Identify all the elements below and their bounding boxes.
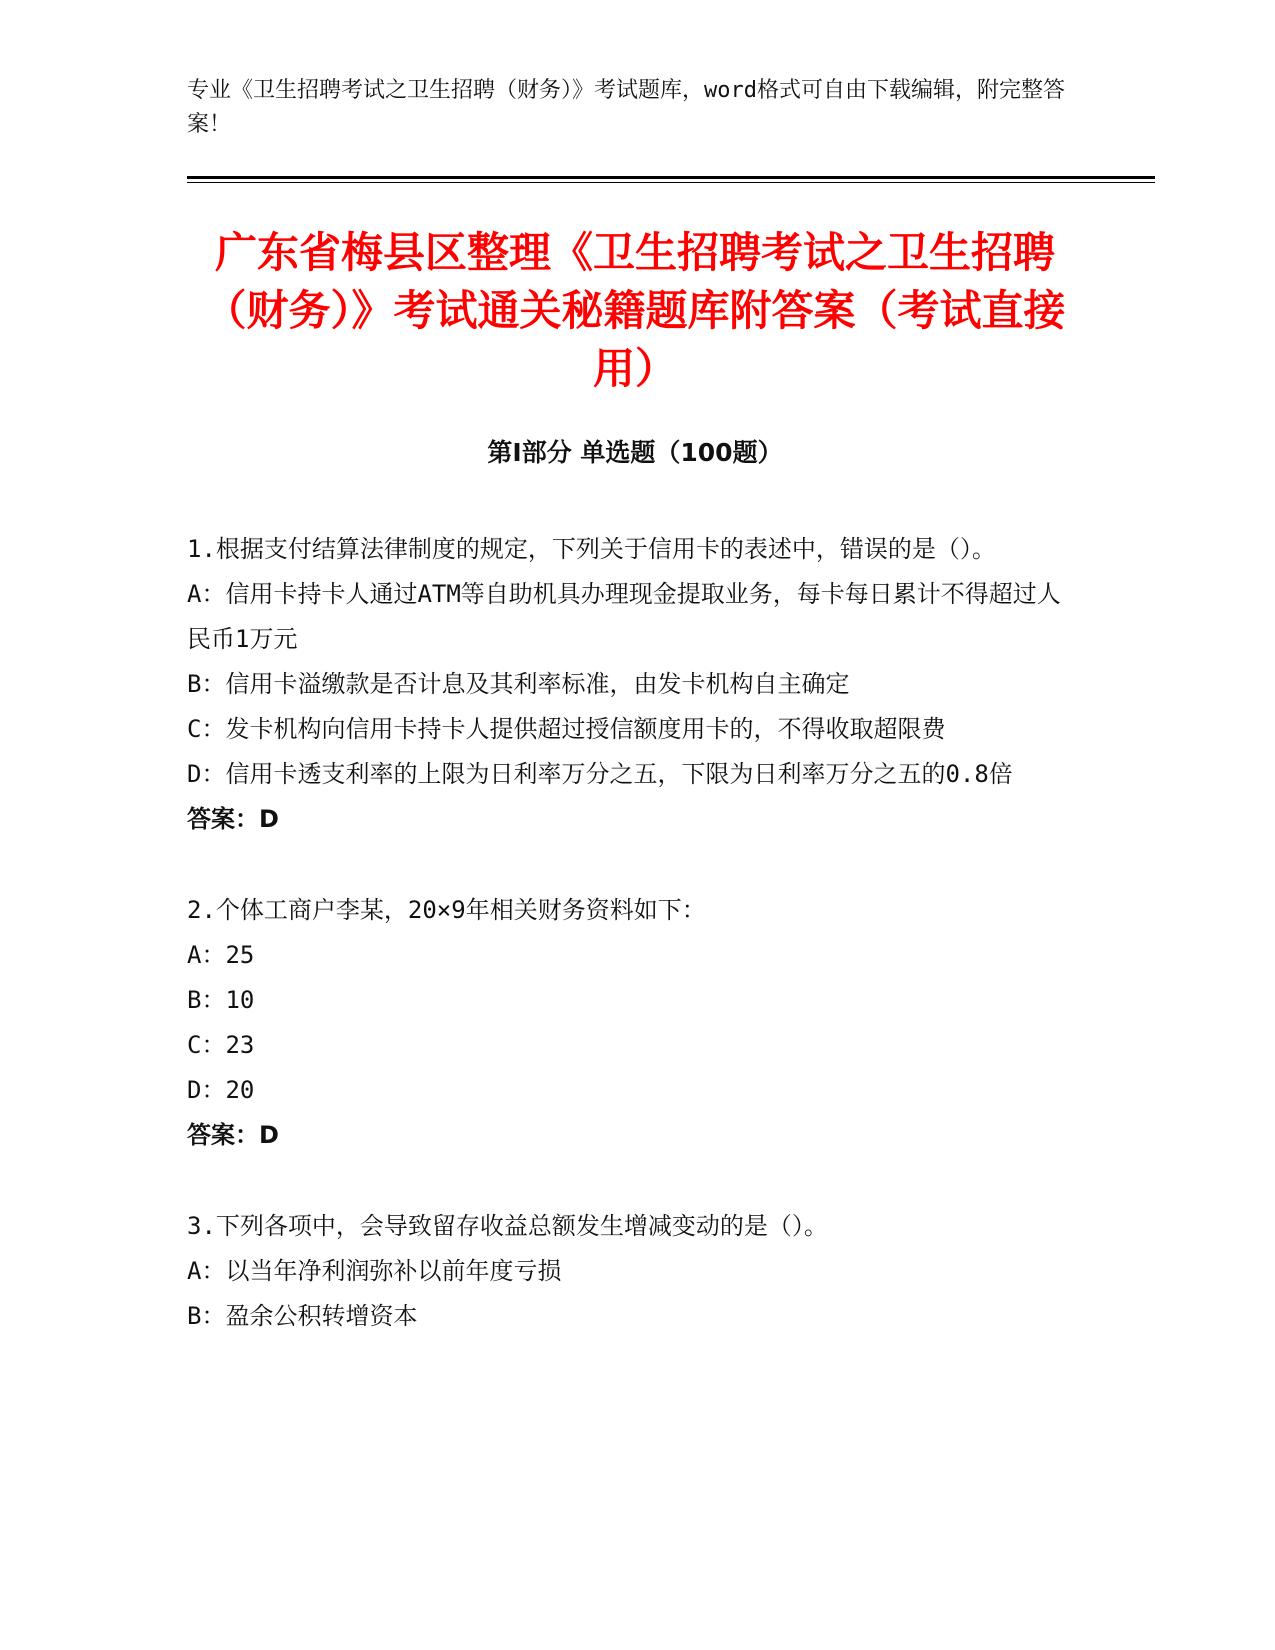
option-a: A：信用卡持卡人通过ATM等自助机具办理现金提取业务，每卡每日累计不得超过人民币1万元 bbox=[187, 580, 1061, 653]
option-d: D：信用卡透支利率的上限为日利率万分之五，下限为日利率万分之五的0.8倍 bbox=[187, 760, 1013, 788]
option-c: C：发卡机构向信用卡持卡人提供超过授信额度用卡的，不得收取超限费 bbox=[187, 715, 946, 743]
question-stem: 2.个体工商户李某，20×9年相关财务资料如下： bbox=[187, 896, 706, 924]
section-heading: 第I部分 单选题（100题） bbox=[487, 438, 783, 467]
header-note: 专业《卫生招聘考试之卫生招聘（财务）》考试题库，word格式可自由下载编辑，附完整答案！ bbox=[187, 78, 1065, 137]
question-2 bbox=[187, 888, 1077, 1158]
question-list bbox=[187, 527, 1077, 1385]
question-stem: 3.下列各项中，会导致留存收益总额发生增减变动的是（）。 bbox=[187, 1212, 828, 1240]
question-stem: 1.根据支付结算法律制度的规定，下列关于信用卡的表述中，错误的是（）。 bbox=[187, 535, 996, 563]
header-divider-thin bbox=[187, 182, 1155, 183]
answer-label: 答案：D bbox=[187, 1121, 279, 1149]
option-b: B：盈余公积转增资本 bbox=[187, 1302, 418, 1330]
option-b: B：10 bbox=[187, 986, 255, 1014]
option-a: A：以当年净利润弥补以前年度亏损 bbox=[187, 1257, 562, 1285]
option-d: D：20 bbox=[187, 1076, 255, 1104]
document-title: 广东省梅县区整理《卫生招聘考试之卫生招聘（财务）》考试通关秘籍题库附答案（考试直接用） bbox=[204, 228, 1066, 393]
question-1 bbox=[187, 527, 1077, 842]
question-3 bbox=[187, 1204, 1077, 1339]
header-divider-thick bbox=[187, 176, 1155, 179]
option-a: A：25 bbox=[187, 941, 255, 969]
option-c: C：23 bbox=[187, 1031, 255, 1059]
answer-label: 答案：D bbox=[187, 805, 279, 833]
option-b: B：信用卡溢缴款是否计息及其利率标准，由发卡机构自主确定 bbox=[187, 670, 850, 698]
